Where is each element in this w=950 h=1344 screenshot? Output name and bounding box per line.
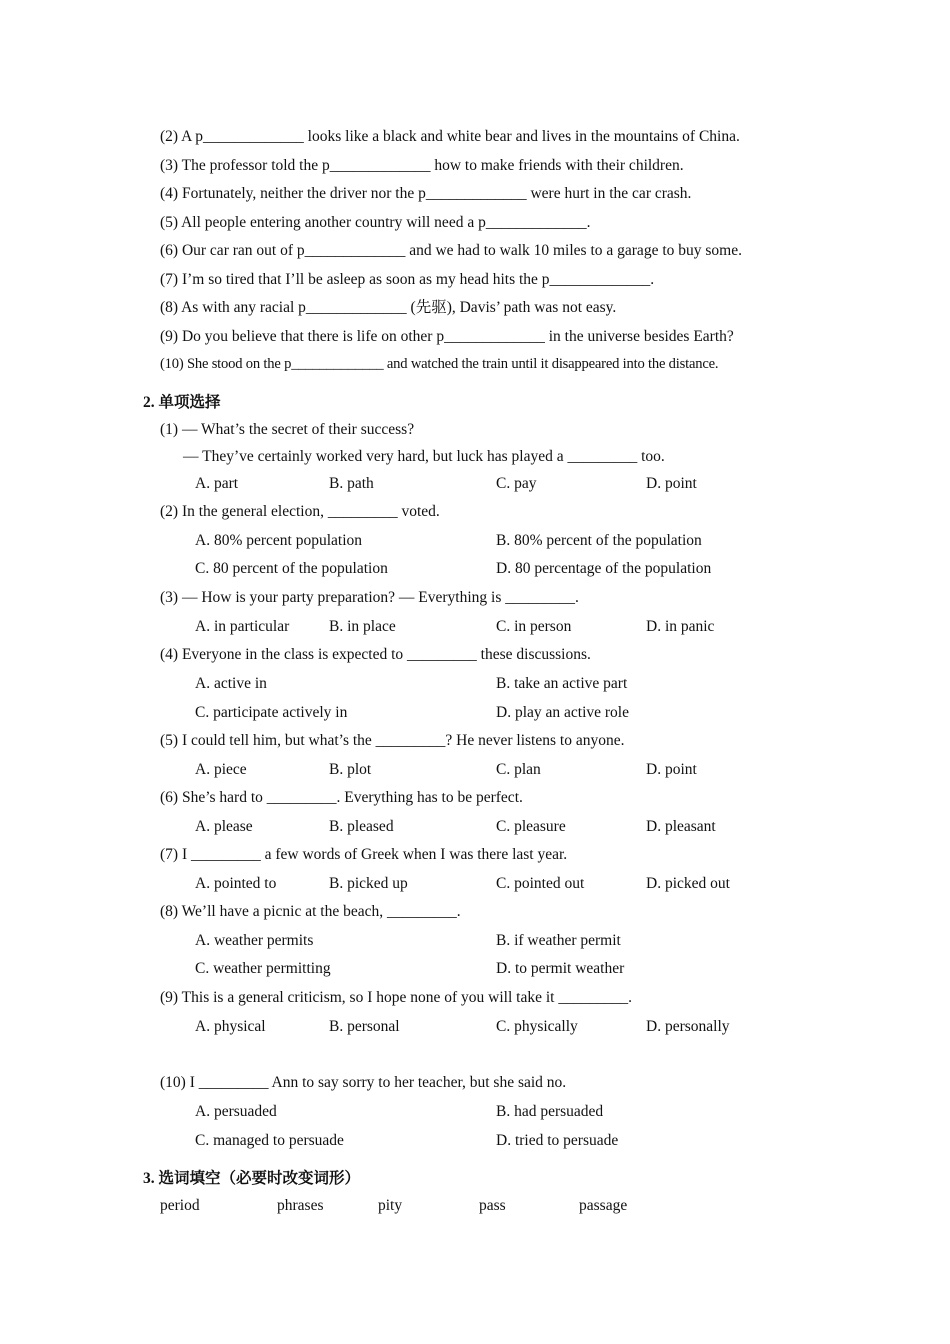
- question-1-reply: — They’ve certainly worked very hard, but luck has played a _________ too.: [183, 448, 665, 465]
- q9-option-c[interactable]: C. physically: [496, 1018, 578, 1035]
- q9-option-d[interactable]: D. personally: [646, 1018, 730, 1035]
- section-2-heading: 2. 单项选择: [143, 394, 221, 411]
- fill-item-7: (7) I’m so tired that I’ll be asleep as soon as my head hits the p_____________.: [160, 271, 655, 288]
- question-5-stem: (5) I could tell him, but what’s the _________? He never listens to anyone.: [160, 732, 625, 749]
- q10-option-c[interactable]: C. managed to persuade: [195, 1132, 344, 1149]
- q3-option-c[interactable]: C. in person: [496, 618, 572, 635]
- q7-option-a[interactable]: A. pointed to: [195, 875, 277, 892]
- q3-option-a[interactable]: A. in particular: [195, 618, 290, 635]
- fill-item-6: (6) Our car ran out of p_____________ and we had to walk 10 miles to a garage to buy some.: [160, 242, 742, 259]
- fill-item-3: (3) The professor told the p_____________ how to make friends with their children.: [160, 157, 684, 174]
- q6-option-d[interactable]: D. pleasant: [646, 818, 716, 835]
- q8-option-c[interactable]: C. weather permitting: [195, 960, 331, 977]
- q2-option-c[interactable]: C. 80 percent of the population: [195, 560, 388, 577]
- q3-option-d[interactable]: D. in panic: [646, 618, 715, 635]
- q9-option-a[interactable]: A. physical: [195, 1018, 266, 1035]
- q9-option-b[interactable]: B. personal: [329, 1018, 400, 1035]
- q6-option-a[interactable]: A. please: [195, 818, 253, 835]
- q1-option-b[interactable]: B. path: [329, 475, 374, 492]
- q6-option-c[interactable]: C. pleasure: [496, 818, 566, 835]
- q7-option-c[interactable]: C. pointed out: [496, 875, 585, 892]
- fill-item-2: (2) A p_____________ looks like a black and white bear and lives in the mountains of China.: [160, 128, 740, 145]
- word-bank-item: pity: [378, 1197, 403, 1214]
- q5-option-c[interactable]: C. plan: [496, 761, 541, 778]
- fill-item-5: (5) All people entering another country will need a p_____________.: [160, 214, 591, 231]
- question-4-stem: (4) Everyone in the class is expected to _________ these discussions.: [160, 646, 591, 663]
- question-1-stem: (1) — What’s the secret of their success?: [160, 421, 415, 438]
- q1-option-a[interactable]: A. part: [195, 475, 239, 492]
- q8-option-d[interactable]: D. to permit weather: [496, 960, 625, 977]
- q7-option-b[interactable]: B. picked up: [329, 875, 408, 892]
- q4-option-c[interactable]: C. participate actively in: [195, 704, 348, 721]
- question-3-stem: (3) — How is your party preparation? — Everything is _________.: [160, 589, 579, 606]
- word-bank-item: passage: [579, 1197, 628, 1214]
- q2-option-a[interactable]: A. 80% percent population: [195, 532, 363, 549]
- fill-item-9: (9) Do you believe that there is life on other p_____________ in the universe besides Earth?: [160, 328, 734, 345]
- q8-option-b[interactable]: B. if weather permit: [496, 932, 621, 949]
- question-7-stem: (7) I _________ a few words of Greek when I was there last year.: [160, 846, 568, 863]
- q4-option-b[interactable]: B. take an active part: [496, 675, 628, 692]
- question-9-stem: (9) This is a general criticism, so I hope none of you will take it _________.: [160, 989, 632, 1006]
- q5-option-a[interactable]: A. piece: [195, 761, 247, 778]
- q1-option-c[interactable]: C. pay: [496, 475, 537, 492]
- q2-option-d[interactable]: D. 80 percentage of the population: [496, 560, 712, 577]
- question-10-stem: (10) I _________ Ann to say sorry to her teacher, but she said no.: [160, 1074, 567, 1091]
- q1-option-d[interactable]: D. point: [646, 475, 697, 492]
- q2-option-b[interactable]: B. 80% percent of the population: [496, 532, 702, 549]
- q4-option-d[interactable]: D. play an active role: [496, 704, 629, 721]
- question-2-stem: (2) In the general election, _________ voted.: [160, 503, 440, 520]
- fill-item-4: (4) Fortunately, neither the driver nor the p_____________ were hurt in the car crash.: [160, 185, 692, 202]
- question-8-stem: (8) We’ll have a picnic at the beach, _________.: [160, 903, 461, 920]
- q3-option-b[interactable]: B. in place: [329, 618, 396, 635]
- fill-item-10: (10) She stood on the p_____________ and watched the train until it disappeared into the distance.: [160, 356, 719, 372]
- q10-option-a[interactable]: A. persuaded: [195, 1103, 277, 1120]
- q4-option-a[interactable]: A. active in: [195, 675, 267, 692]
- word-bank-item: phrases: [277, 1197, 324, 1214]
- q10-option-b[interactable]: B. had persuaded: [496, 1103, 604, 1120]
- word-bank-item: period: [160, 1197, 200, 1214]
- q5-option-b[interactable]: B. plot: [329, 761, 372, 778]
- word-bank-item: pass: [479, 1197, 506, 1214]
- q5-option-d[interactable]: D. point: [646, 761, 697, 778]
- q7-option-d[interactable]: D. picked out: [646, 875, 730, 892]
- section-3-heading: 3. 选词填空（必要时改变词形）: [143, 1170, 361, 1187]
- fill-item-8: (8) As with any racial p_____________ (先驱), Davis’ path was not easy.: [160, 299, 617, 316]
- q6-option-b[interactable]: B. pleased: [329, 818, 394, 835]
- question-6-stem: (6) She’s hard to _________. Everything has to be perfect.: [160, 789, 523, 806]
- q8-option-a[interactable]: A. weather permits: [195, 932, 314, 949]
- q10-option-d[interactable]: D. tried to persuade: [496, 1132, 619, 1149]
